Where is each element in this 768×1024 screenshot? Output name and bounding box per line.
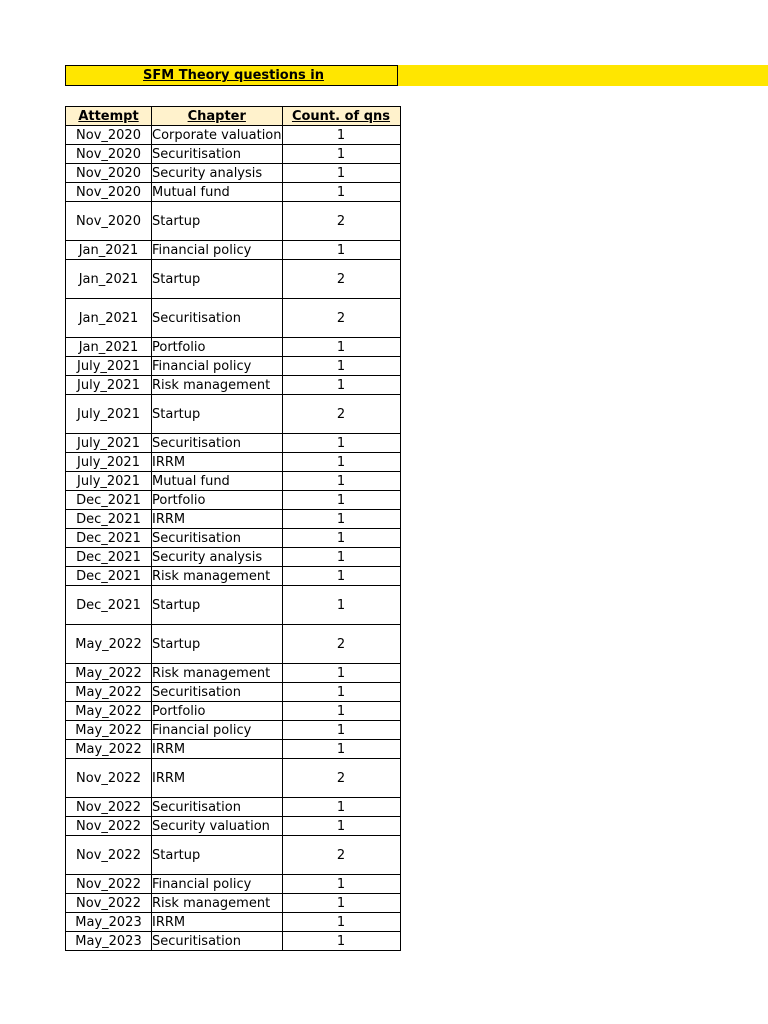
attempt-cell[interactable]: Jan_2021 <box>66 260 152 299</box>
attempt-cell[interactable]: July_2021 <box>66 453 152 472</box>
count-cell[interactable]: 1 <box>282 817 400 836</box>
count-cell[interactable]: 1 <box>282 567 400 586</box>
count-cell[interactable]: 1 <box>282 241 400 260</box>
attempt-cell[interactable]: Dec_2021 <box>66 548 152 567</box>
table-row <box>66 126 401 145</box>
chapter-cell[interactable]: Mutual fund <box>152 472 283 491</box>
table-row <box>66 817 401 836</box>
count-cell[interactable]: 2 <box>282 299 400 338</box>
table-row <box>66 932 401 951</box>
table-row <box>66 683 401 702</box>
attempt-cell[interactable]: May_2023 <box>66 913 152 932</box>
column-header-chapter[interactable]: Chapter <box>152 107 283 126</box>
table-row <box>66 586 401 625</box>
chapter-cell[interactable]: Securitisation <box>152 932 283 951</box>
table-row <box>66 299 401 338</box>
count-cell[interactable]: 1 <box>282 510 400 529</box>
chapter-cell[interactable]: Startup <box>152 586 283 625</box>
count-cell[interactable]: 1 <box>282 798 400 817</box>
chapter-cell[interactable]: Startup <box>152 625 283 664</box>
table-row <box>66 798 401 817</box>
count-cell[interactable]: 1 <box>282 529 400 548</box>
chapter-cell[interactable]: Mutual fund <box>152 183 283 202</box>
chapter-cell[interactable]: Financial policy <box>152 241 283 260</box>
chapter-cell[interactable]: Financial policy <box>152 875 283 894</box>
attempt-cell[interactable]: May_2022 <box>66 740 152 759</box>
chapter-cell[interactable]: Startup <box>152 202 283 241</box>
table-row <box>66 145 401 164</box>
attempt-cell[interactable]: Nov_2022 <box>66 875 152 894</box>
attempt-cell[interactable]: Jan_2021 <box>66 299 152 338</box>
chapter-cell[interactable]: Financial policy <box>152 357 283 376</box>
chapter-cell[interactable]: Risk management <box>152 664 283 683</box>
attempt-cell[interactable]: July_2021 <box>66 357 152 376</box>
attempt-cell[interactable]: Jan_2021 <box>66 241 152 260</box>
count-cell[interactable]: 1 <box>282 164 400 183</box>
chapter-cell[interactable]: Securitisation <box>152 798 283 817</box>
count-cell[interactable]: 1 <box>282 491 400 510</box>
table-row <box>66 894 401 913</box>
attempt-cell[interactable]: May_2022 <box>66 664 152 683</box>
count-cell[interactable]: 1 <box>282 721 400 740</box>
attempt-cell[interactable]: Nov_2020 <box>66 126 152 145</box>
chapter-cell[interactable]: Securitisation <box>152 299 283 338</box>
attempt-cell[interactable]: Nov_2022 <box>66 836 152 875</box>
count-cell[interactable]: 2 <box>282 202 400 241</box>
table-row <box>66 241 401 260</box>
chapter-cell[interactable]: Startup <box>152 836 283 875</box>
column-header-count[interactable]: Count. of qns <box>282 107 400 126</box>
table-row <box>66 721 401 740</box>
count-cell[interactable]: 1 <box>282 453 400 472</box>
count-cell[interactable]: 1 <box>282 548 400 567</box>
column-header-attempt[interactable]: Attempt <box>66 107 152 126</box>
chapter-cell[interactable]: Corporate valuation <box>152 127 282 143</box>
count-cell[interactable]: 2 <box>282 759 400 798</box>
sheet-title: SFM Theory questions in <box>143 68 324 83</box>
chapter-cell[interactable]: IRRM <box>152 913 283 932</box>
chapter-cell[interactable]: Security analysis <box>152 164 283 183</box>
chapter-cell[interactable]: IRRM <box>152 740 283 759</box>
attempt-cell[interactable]: May_2023 <box>66 932 152 951</box>
chapter-cell[interactable]: IRRM <box>152 510 283 529</box>
table-row <box>66 664 401 683</box>
attempt-cell[interactable]: May_2022 <box>66 702 152 721</box>
attempt-cell[interactable]: May_2022 <box>66 721 152 740</box>
table-row <box>66 338 401 357</box>
count-cell[interactable]: 1 <box>282 894 400 913</box>
attempt-cell[interactable]: Dec_2021 <box>66 586 152 625</box>
table-row <box>66 567 401 586</box>
chapter-cell[interactable]: Risk management <box>152 376 283 395</box>
attempt-cell[interactable]: Jan_2021 <box>66 338 152 357</box>
table-row <box>66 625 401 664</box>
attempt-cell[interactable]: May_2022 <box>66 625 152 664</box>
chapter-cell[interactable]: Securitisation <box>152 145 283 164</box>
attempt-cell[interactable]: July_2021 <box>66 376 152 395</box>
attempt-cell[interactable]: Nov_2022 <box>66 798 152 817</box>
table-row <box>66 376 401 395</box>
table-row <box>66 875 401 894</box>
title-banner-fill <box>398 65 768 86</box>
attempt-cell[interactable]: Dec_2021 <box>66 529 152 548</box>
attempt-cell[interactable]: Nov_2020 <box>66 202 152 241</box>
count-cell[interactable]: 1 <box>282 740 400 759</box>
table-row <box>66 472 401 491</box>
chapter-cell[interactable]: Securitisation <box>152 683 283 702</box>
chapter-cell[interactable]: Security valuation <box>152 817 283 836</box>
chapter-cell[interactable]: IRRM <box>152 453 283 472</box>
chapter-cell[interactable]: Security analysis <box>152 548 283 567</box>
attempt-cell[interactable]: July_2021 <box>66 395 152 434</box>
table-row <box>66 164 401 183</box>
attempt-cell[interactable]: July_2021 <box>66 434 152 453</box>
count-cell[interactable]: 2 <box>282 625 400 664</box>
chapter-cell[interactable]: Portfolio <box>152 491 283 510</box>
count-cell[interactable]: 2 <box>282 836 400 875</box>
attempt-cell[interactable]: Nov_2020 <box>66 183 152 202</box>
attempt-cell[interactable]: May_2022 <box>66 683 152 702</box>
table-row <box>66 529 401 548</box>
attempt-cell[interactable]: July_2021 <box>66 472 152 491</box>
table-row <box>66 491 401 510</box>
table-row <box>66 453 401 472</box>
table-row <box>66 759 401 798</box>
table-row <box>66 548 401 567</box>
table-row <box>66 702 401 721</box>
attempt-cell[interactable]: Nov_2022 <box>66 817 152 836</box>
attempt-cell[interactable]: Nov_2020 <box>66 145 152 164</box>
table-row <box>66 183 401 202</box>
table-row <box>66 836 401 875</box>
attempt-cell[interactable]: Dec_2021 <box>66 491 152 510</box>
count-cell[interactable]: 1 <box>282 145 400 164</box>
table-row <box>66 913 401 932</box>
questions-table <box>65 106 401 951</box>
header-row <box>66 107 401 126</box>
chapter-cell[interactable]: Risk management <box>152 894 283 913</box>
chapter-cell[interactable]: IRRM <box>152 759 283 798</box>
count-cell[interactable]: 2 <box>282 260 400 299</box>
count-cell[interactable]: 1 <box>282 875 400 894</box>
title-banner <box>65 65 768 86</box>
table-row <box>66 202 401 241</box>
attempt-cell[interactable]: Nov_2022 <box>66 894 152 913</box>
count-cell[interactable]: 1 <box>282 183 400 202</box>
attempt-cell[interactable]: Dec_2021 <box>66 510 152 529</box>
title-cell[interactable] <box>65 65 398 86</box>
count-cell[interactable]: 1 <box>282 932 400 951</box>
count-cell[interactable]: 1 <box>282 664 400 683</box>
chapter-cell[interactable]: Financial policy <box>152 721 283 740</box>
count-cell[interactable]: 1 <box>282 472 400 491</box>
table-row <box>66 357 401 376</box>
table-row <box>66 395 401 434</box>
count-cell[interactable]: 2 <box>282 395 400 434</box>
attempt-cell[interactable]: Nov_2020 <box>66 164 152 183</box>
table-row <box>66 434 401 453</box>
chapter-cell[interactable]: Startup <box>152 395 283 434</box>
chapter-cell[interactable]: Portfolio <box>152 702 283 721</box>
table-row <box>66 510 401 529</box>
count-cell[interactable]: 1 <box>282 434 400 453</box>
count-cell[interactable]: 1 <box>282 913 400 932</box>
attempt-cell[interactable]: Nov_2022 <box>66 759 152 798</box>
chapter-cell[interactable]: Startup <box>152 260 283 299</box>
table-row <box>66 740 401 759</box>
chapter-cell[interactable]: Risk management <box>152 567 283 586</box>
count-cell[interactable]: 1 <box>282 338 400 357</box>
chapter-cell[interactable]: Securitisation <box>152 529 283 548</box>
chapter-cell[interactable]: Portfolio <box>152 338 283 357</box>
count-cell[interactable]: 1 <box>282 357 400 376</box>
count-cell[interactable]: 1 <box>282 126 400 145</box>
count-cell[interactable]: 1 <box>282 586 400 625</box>
chapter-cell[interactable]: Securitisation <box>152 434 283 453</box>
count-cell[interactable]: 1 <box>282 702 400 721</box>
table-row <box>66 260 401 299</box>
attempt-cell[interactable]: Dec_2021 <box>66 567 152 586</box>
count-cell[interactable]: 1 <box>282 683 400 702</box>
count-cell[interactable]: 1 <box>282 376 400 395</box>
